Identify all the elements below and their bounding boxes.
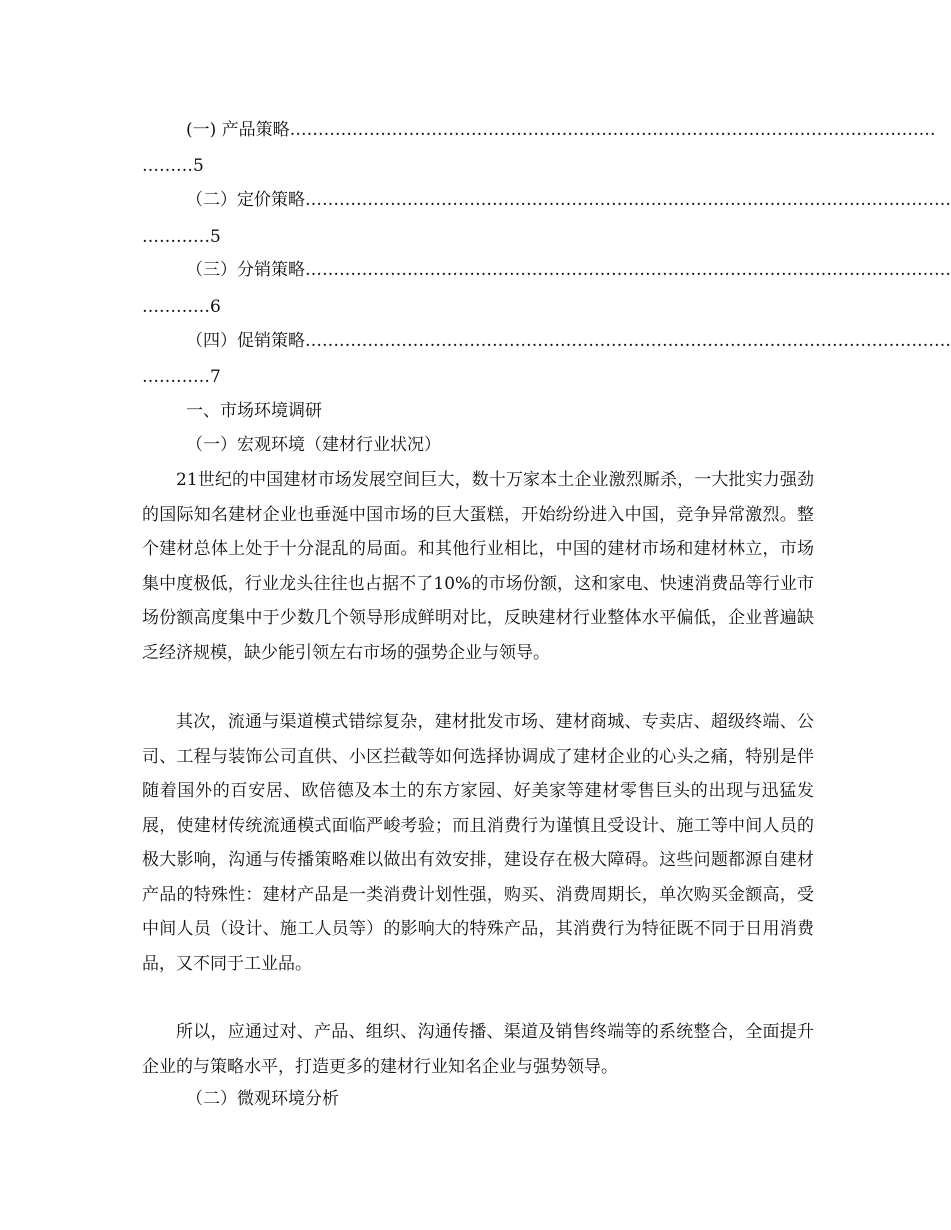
subsection-title-macro: （一）宏观环境（建材行业状况）	[186, 435, 441, 455]
toc-entry-4-page: …………7	[142, 367, 221, 387]
subsection-title-micro: （二）微观环境分析	[186, 1089, 339, 1109]
toc-leader-dots: ……………………………………………………………………………………………………	[305, 260, 951, 280]
toc-entry-title: （二）定价策略	[186, 190, 305, 210]
toc-page-number: 5	[193, 156, 204, 176]
toc-entry-3[interactable]	[142, 259, 951, 281]
toc-leader-dots: ……………………………………………………………………………………………………	[305, 190, 951, 210]
toc-entry-2[interactable]	[142, 189, 951, 211]
toc-leader-dots: ……………………………………………………………………………………………………	[305, 331, 951, 351]
section-title: 一、市场环境调研	[186, 401, 322, 421]
toc-page-number: 7	[210, 367, 221, 387]
paragraph-macro-environment: 21世纪的中国建材市场发展空间巨大，数十万家本土企业激烈厮杀，一大批实力强劲的国际知名建材企业也垂涎中国市场的巨大蛋糕，开始纷纷进入中国，竞争异常激烈。整个建材总体上处于十分混乱的局面。和其他行业相比，中国的建材市场和建材林立，市场集中度极低，行业龙头往往也占据不了10%的市场份额，这和家电、快速消费品等行业市场份额高度集中于少数几个领导形成鲜明对比，反映建材行业整体水平偏低，企业普遍缺乏经济规模，缺少能引领左右市场的强势企业与领导。	[142, 470, 814, 663]
toc-entry-4[interactable]	[142, 330, 951, 352]
toc-entry-2-page: …………5	[142, 227, 221, 247]
paragraph-conclusion: 所以，应通过对、产品、组织、沟通传播、渠道及销售终端等的系统整合，全面提升企业的与策略水平，打造更多的建材行业知名企业与强势领导。	[142, 1022, 814, 1077]
toc-entry-1-page: ………5	[142, 156, 204, 176]
toc-page-number: 6	[210, 297, 221, 317]
toc-entry-title: （三）分销策略	[186, 260, 305, 280]
paragraph-channels: 其次，流通与渠道模式错综复杂，建材批发市场、建材商城、专卖店、超级终端、公司、工程与装饰公司直供、小区拦截等如何选择协调成了建材企业的心头之痛，特别是伴随着国外的百安居、欧倍德及本土的东方家园、好美家等建材零售巨头的出现与迅猛发展，使建材传统流通模式面临严峻考验；而且消费行为谨慎且受设计、施工等中间人员的极大影响，沟通与传播策略难以做出有效安排，建设存在极大障碍。这些问题都源自建材产品的特殊性：建材产品是一类消费计划性强，购买、消费周期长，单次购买金额高，受中间人员（设计、施工人员等）的影响大的特殊产品，其消费行为特征既不同于日用消费品，又不同于工业品。	[142, 712, 814, 974]
toc-leader-dots: ……………………………………………………………………………………………………	[289, 120, 936, 140]
toc-entry-1[interactable]	[142, 119, 936, 141]
toc-entry-3-page: …………6	[142, 297, 221, 317]
toc-entry-title: （四）促销策略	[186, 331, 305, 351]
toc-entry-title: (一) 产品策略	[186, 120, 290, 140]
toc-page-number: 5	[210, 227, 221, 247]
